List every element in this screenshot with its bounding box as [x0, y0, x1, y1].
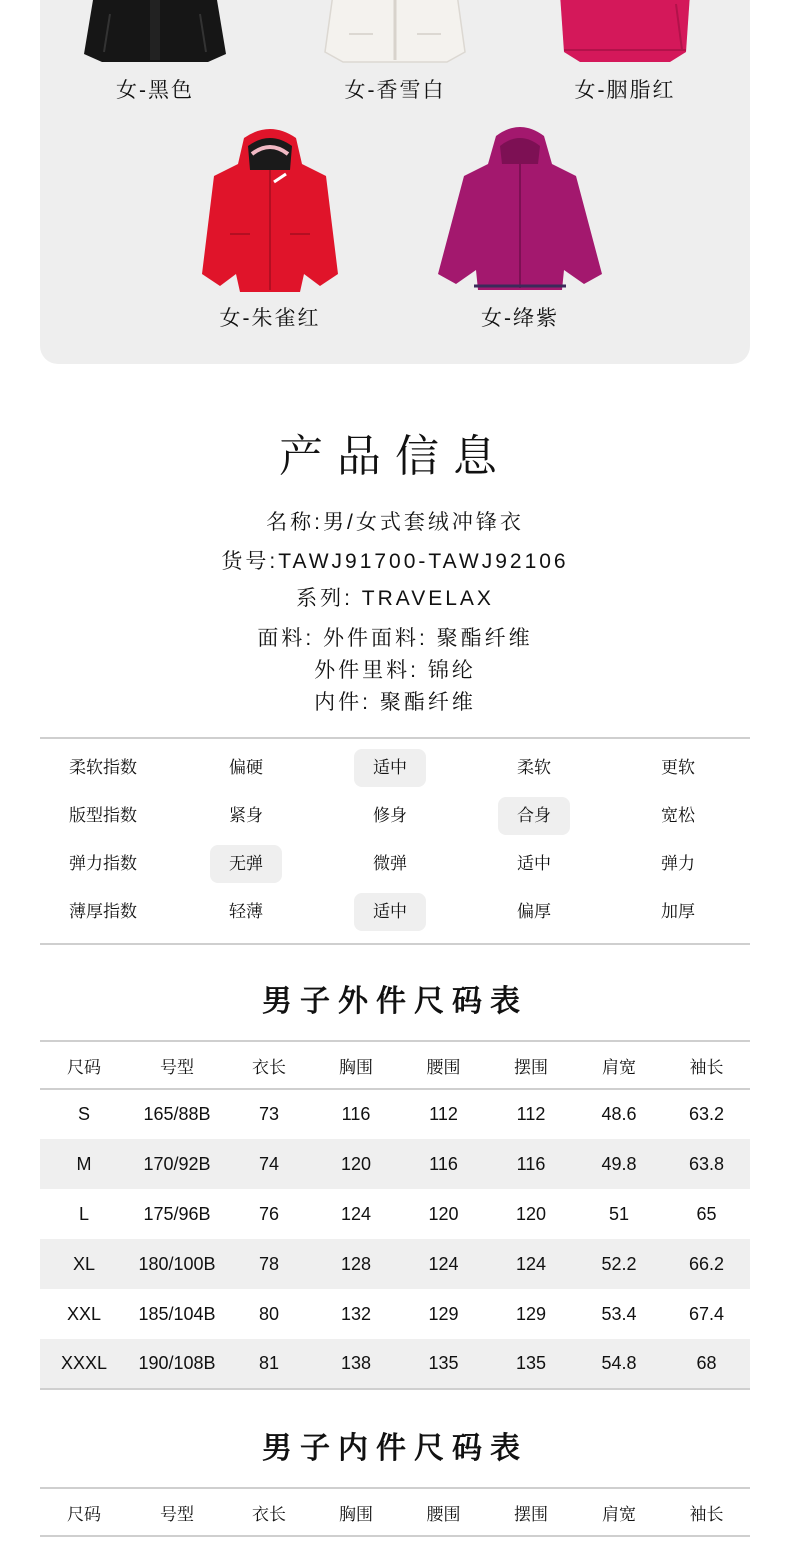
product-series-line: 系列: TRAVELAX [296, 587, 494, 610]
attribute-index-grid [40, 737, 750, 945]
attribute-option-selected: 适中 [354, 749, 426, 787]
table-cell: 63.8 [663, 1139, 750, 1189]
table-cell: 132 [340, 1303, 372, 1324]
table-row [40, 1239, 750, 1289]
attribute-option: 加厚 [661, 902, 695, 921]
column-header: 肩宽 [575, 1488, 663, 1536]
table-row [40, 1139, 750, 1189]
table-cell: 52.2 [575, 1239, 663, 1289]
table-cell: 112 [516, 1104, 546, 1124]
attribute-option-selected: 合身 [498, 797, 570, 835]
attribute-option: 轻薄 [229, 902, 263, 921]
attribute-option: 柔软 [517, 758, 551, 777]
table-cell: 120 [312, 1139, 400, 1189]
column-header: 胸围 [312, 1488, 400, 1536]
table-cell: 128 [312, 1239, 400, 1289]
table-header-row [40, 1488, 750, 1536]
outer-size-table [40, 1040, 750, 1390]
table-cell: 135 [400, 1339, 487, 1389]
table-cell: 78 [226, 1239, 312, 1289]
column-header: 号型 [128, 1488, 226, 1536]
table-row [40, 1189, 750, 1239]
table-cell: 138 [312, 1339, 400, 1389]
attribute-row-softness [40, 749, 750, 789]
attribute-name: 版型指数 [69, 806, 137, 825]
swatch-label: 女-黑色 [116, 79, 194, 102]
table-cell: 190/108B [128, 1339, 226, 1389]
inner-size-table [40, 1487, 750, 1537]
table-cell: S [77, 1104, 90, 1124]
column-header: 袖长 [663, 1488, 750, 1536]
table-cell: 48.6 [601, 1104, 637, 1124]
attribute-option: 适中 [517, 854, 551, 873]
jacket-icon [430, 124, 610, 294]
attribute-row-thickness [40, 893, 750, 933]
table-cell: 73 [258, 1104, 280, 1124]
attribute-option: 偏硬 [229, 758, 263, 777]
table-cell: 180/100B [128, 1239, 226, 1289]
attribute-option: 更软 [661, 758, 695, 777]
attribute-name: 弹力指数 [69, 854, 137, 873]
table-cell: 76 [258, 1203, 280, 1224]
attribute-name: 柔软指数 [69, 758, 137, 777]
column-header: 摆围 [487, 1488, 575, 1536]
outer-size-table-title: 男子外件尺码表 [262, 985, 528, 1018]
table-cell: 129 [428, 1303, 459, 1324]
table-cell: 63.2 [688, 1104, 725, 1124]
table-cell: 120 [515, 1203, 547, 1224]
table-cell: 66.2 [663, 1239, 750, 1289]
attribute-option: 弹力 [661, 854, 695, 873]
table-cell: 129 [515, 1303, 547, 1324]
swatch-snow-white[interactable] [315, 0, 475, 104]
product-info-title: 产品信息 [279, 432, 511, 481]
table-cell: 135 [487, 1339, 575, 1389]
table-cell: XL [40, 1239, 128, 1289]
swatch-rouge-red[interactable] [550, 0, 700, 104]
table-cell: XXXL [40, 1339, 128, 1389]
jacket-icon [550, 0, 700, 70]
product-inner-line: 内件: 聚酯纤维 [314, 691, 476, 714]
product-fabric-line: 面料: 外件面料: 聚酯纤维 [257, 627, 533, 650]
swatch-label: 女-胭脂红 [574, 79, 676, 102]
table-cell: 124 [340, 1203, 372, 1224]
table-cell: 120 [428, 1203, 459, 1224]
attribute-option: 微弹 [373, 854, 407, 873]
attribute-option-selected: 无弹 [210, 845, 282, 883]
table-cell: 124 [487, 1239, 575, 1289]
attribute-option: 修身 [373, 806, 407, 825]
attribute-option-selected: 适中 [354, 893, 426, 931]
table-header-row [40, 1041, 750, 1089]
table-cell: 53.4 [601, 1303, 637, 1324]
attribute-option: 偏厚 [517, 902, 551, 921]
jacket-icon [190, 124, 350, 294]
column-header: 腰围 [400, 1488, 487, 1536]
table-cell: 54.8 [575, 1339, 663, 1389]
table-cell: XXL [66, 1303, 102, 1324]
table-row [40, 1339, 750, 1389]
column-header: 衣长 [226, 1041, 312, 1089]
table-cell: 51 [608, 1203, 630, 1224]
table-cell: 185/104B [138, 1303, 216, 1324]
table-row [40, 1289, 750, 1339]
table-cell: 81 [226, 1339, 312, 1389]
jacket-icon [80, 0, 230, 70]
attribute-option: 宽松 [661, 806, 695, 825]
table-cell: 116 [341, 1104, 371, 1124]
swatch-label: 女-绛紫 [481, 307, 559, 330]
swatch-crimson-purple[interactable] [430, 124, 610, 332]
table-cell: 67.4 [688, 1303, 725, 1324]
table-cell: M [40, 1139, 128, 1189]
product-sku-line: 货号:TAWJ91700-TAWJ92106 [221, 550, 569, 573]
table-cell: 65 [696, 1203, 717, 1224]
table-cell: 74 [226, 1139, 312, 1189]
table-cell: L [78, 1203, 89, 1224]
column-header: 号型 [128, 1041, 226, 1089]
table-row [40, 1089, 750, 1139]
column-header: 腰围 [400, 1041, 487, 1089]
swatch-black[interactable] [80, 0, 230, 104]
color-swatch-panel [40, 0, 750, 364]
table-cell: 175/96B [143, 1203, 211, 1224]
table-cell: 80 [258, 1303, 280, 1324]
swatch-label: 女-香雪白 [344, 79, 446, 102]
column-header: 摆围 [487, 1041, 575, 1089]
table-cell: 165/88B [143, 1104, 211, 1124]
swatch-label: 女-朱雀红 [219, 307, 321, 330]
column-header: 肩宽 [575, 1041, 663, 1089]
column-header: 衣长 [226, 1488, 312, 1536]
attribute-option: 紧身 [229, 806, 263, 825]
swatch-vermilion-red[interactable] [190, 124, 350, 332]
jacket-icon [315, 0, 475, 70]
column-header: 袖长 [663, 1041, 750, 1089]
table-cell: 68 [663, 1339, 750, 1389]
column-header: 胸围 [312, 1041, 400, 1089]
product-lining-line: 外件里料: 锦纶 [314, 659, 476, 682]
table-cell: 170/92B [128, 1139, 226, 1189]
attribute-row-fit [40, 797, 750, 837]
attribute-name: 薄厚指数 [69, 902, 137, 921]
column-header: 尺码 [40, 1488, 128, 1536]
column-header: 尺码 [40, 1041, 128, 1089]
table-cell: 49.8 [575, 1139, 663, 1189]
inner-size-table-title: 男子内件尺码表 [262, 1432, 528, 1465]
table-cell: 116 [487, 1139, 575, 1189]
table-cell: 124 [400, 1239, 487, 1289]
attribute-row-elasticity [40, 845, 750, 885]
product-name-line: 名称:男/女式套绒冲锋衣 [266, 511, 524, 534]
table-cell: 112 [429, 1104, 458, 1124]
table-cell: 116 [400, 1139, 487, 1189]
